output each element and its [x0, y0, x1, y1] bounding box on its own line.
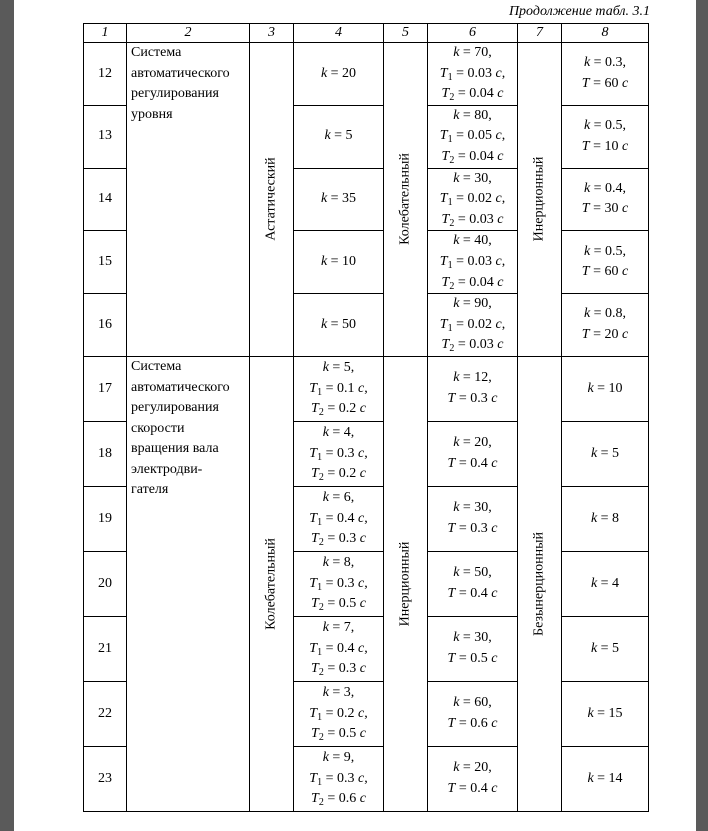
vertical-type-label: Астатический	[263, 157, 279, 242]
row-number: 19	[84, 486, 127, 551]
header-cell: 1	[84, 24, 127, 43]
value-cell	[428, 43, 518, 106]
row-number: 15	[84, 231, 127, 294]
value-line: $T_1 = 0.05$ с,	[439, 128, 506, 146]
row-number: 14	[84, 168, 127, 231]
value-line: k = 20,	[453, 760, 492, 776]
value-line: $T_1 = 0.3$ с,	[309, 445, 368, 463]
value-line: k = 3,	[322, 685, 355, 701]
vertical-type-cell	[384, 356, 428, 811]
value-cell	[428, 356, 518, 421]
value-line: $T_1 = 0.1$ с,	[309, 380, 368, 398]
value-line: T = 60 с	[581, 264, 629, 280]
vertical-type-label: Инерционный	[531, 157, 547, 242]
value-line: k = 4,	[322, 425, 355, 441]
value-cell	[428, 746, 518, 811]
row-number: 16	[84, 294, 127, 357]
vertical-type-label: Колебательный	[397, 153, 413, 246]
value-cell	[562, 421, 649, 486]
header-cell: 8	[562, 24, 649, 43]
row-number: 13	[84, 105, 127, 168]
system-name-cell	[127, 43, 250, 357]
header-cell: 6	[428, 24, 518, 43]
value-line: $T_2 = 0.03$ с	[441, 337, 504, 355]
value-cell	[294, 294, 384, 357]
header-cell: 7	[518, 24, 562, 43]
value-line: k = 9,	[322, 750, 355, 766]
value-line: k = 70,	[453, 45, 492, 60]
value-cell	[294, 421, 384, 486]
vertical-type-cell	[250, 356, 294, 811]
value-line: $T_1 = 0.03$ с,	[439, 65, 506, 83]
value-line: $T_2 = 0.03$ с	[441, 211, 504, 229]
value-line: k = 0.4,	[583, 180, 627, 196]
value-line: T = 10 с	[581, 138, 629, 154]
system-name-cell	[127, 356, 250, 811]
value-cell	[428, 616, 518, 681]
value-cell	[294, 616, 384, 681]
value-line: k = 12,	[453, 370, 492, 386]
row-number: 21	[84, 616, 127, 681]
value-line: $T_1 = 0.3$ с,	[309, 575, 368, 593]
value-line: T = 60 с	[581, 75, 629, 91]
value-cell	[562, 231, 649, 294]
value-line: T = 0.4 с	[447, 455, 498, 471]
value-cell	[428, 105, 518, 168]
table-row	[84, 356, 649, 421]
value-line: T = 0.6 с	[447, 715, 498, 731]
value-line: $T_1 = 0.03$ с,	[439, 253, 506, 271]
value-cell	[562, 551, 649, 616]
document-page	[14, 0, 696, 831]
value-cell	[294, 105, 384, 168]
value-line: k = 7,	[322, 620, 355, 636]
value-line: k = 0.5,	[583, 243, 627, 259]
value-line: $T_1 = 0.2$ с,	[309, 705, 368, 723]
value-line: T = 0.3 с	[447, 520, 498, 536]
value-cell	[428, 681, 518, 746]
value-cell	[294, 43, 384, 106]
value-cell	[562, 43, 649, 106]
value-cell	[294, 746, 384, 811]
value-cell	[294, 231, 384, 294]
value-line: $T_2 = 0.04$ с	[441, 274, 504, 292]
value-line: k = 90,	[453, 296, 492, 312]
value-cell	[562, 746, 649, 811]
value-line: $T_2 = 0.2$ с	[311, 401, 366, 419]
value-line: k = 4	[590, 575, 620, 591]
value-line: $T_2 = 0.5$ с	[311, 596, 366, 614]
value-line: k = 5	[324, 128, 353, 144]
row-number: 22	[84, 681, 127, 746]
value-line: $T_2 = 0.04$ с	[441, 148, 504, 166]
value-line: k = 0.3,	[583, 55, 627, 71]
value-line: k = 20	[320, 65, 357, 81]
value-line: k = 30,	[453, 630, 492, 646]
row-number: 18	[84, 421, 127, 486]
value-cell	[562, 681, 649, 746]
variants-table	[83, 23, 649, 812]
value-cell	[562, 294, 649, 357]
system-name: Система автоматического регулирования скорости вращения вала электродви-гателя	[131, 358, 230, 498]
value-line: T = 20 с	[581, 327, 629, 343]
vertical-type-cell	[250, 43, 294, 357]
vertical-type-label: Колебательный	[263, 538, 279, 630]
header-cell: 4	[294, 24, 384, 43]
row-number: 20	[84, 551, 127, 616]
value-line: k = 0.8,	[583, 306, 627, 322]
value-cell	[294, 551, 384, 616]
value-line: k = 5,	[322, 360, 355, 376]
value-line: T = 0.5 с	[447, 650, 498, 666]
value-line: k = 30,	[453, 170, 492, 186]
value-line: k = 8	[590, 510, 620, 526]
value-line: k = 10	[320, 253, 357, 269]
vertical-type-cell	[518, 356, 562, 811]
value-line: $T_1 = 0.02$ с,	[439, 191, 506, 209]
value-cell	[428, 168, 518, 231]
value-line: $T_1 = 0.3$ с,	[309, 770, 368, 788]
row-number: 17	[84, 356, 127, 421]
value-line: k = 60,	[453, 695, 492, 711]
header-row	[84, 24, 649, 43]
value-line: k = 30,	[453, 500, 492, 516]
value-line: $T_1 = 0.02$ с,	[439, 316, 506, 334]
value-line: $T_2 = 0.04$ с	[441, 86, 504, 104]
system-name: Система автоматического регулирования уровня	[131, 45, 230, 122]
vertical-type-cell	[384, 43, 428, 357]
value-cell	[562, 486, 649, 551]
value-line: k = 10	[587, 380, 623, 396]
header-cell: 3	[250, 24, 294, 43]
value-cell	[428, 421, 518, 486]
value-line: $T_1 = 0.4$ с,	[309, 640, 368, 658]
value-cell	[428, 294, 518, 357]
value-line: k = 50	[320, 316, 357, 332]
header-cell: 5	[384, 24, 428, 43]
value-line: k = 50,	[453, 565, 492, 581]
value-line: k = 6,	[322, 490, 355, 506]
value-line: k = 20,	[453, 435, 492, 451]
value-line: k = 5	[590, 445, 620, 461]
value-line: T = 0.4 с	[447, 780, 498, 796]
value-line: T = 0.3 с	[447, 390, 498, 406]
value-line: $T_2 = 0.6$ с	[311, 791, 366, 809]
value-cell	[294, 168, 384, 231]
header-cell: 2	[127, 24, 250, 43]
value-line: $T_2 = 0.3$ с	[311, 531, 366, 549]
value-cell	[562, 105, 649, 168]
row-number: 23	[84, 746, 127, 811]
value-line: k = 5	[590, 640, 620, 656]
table-row	[84, 43, 649, 106]
vertical-type-label: Инерционный	[397, 541, 413, 627]
table-caption: Продолжение табл. 3.1	[508, 4, 650, 19]
value-cell	[562, 168, 649, 231]
value-line: k = 14	[587, 770, 623, 786]
value-line: k = 8,	[322, 555, 355, 571]
value-cell	[428, 231, 518, 294]
vertical-type-cell	[518, 43, 562, 357]
value-line: $T_2 = 0.3$ с	[311, 661, 366, 679]
row-number: 12	[84, 43, 127, 106]
value-line: k = 0.5,	[583, 118, 627, 134]
value-line: k = 40,	[453, 233, 492, 249]
value-line: $T_1 = 0.4$ с,	[309, 510, 368, 528]
value-cell	[294, 356, 384, 421]
value-cell	[562, 356, 649, 421]
value-line: k = 15	[587, 705, 623, 721]
value-line: T = 30 с	[581, 201, 629, 217]
value-cell	[428, 551, 518, 616]
value-line: k = 35	[320, 191, 357, 207]
value-cell	[428, 486, 518, 551]
value-line: $T_2 = 0.2$ с	[311, 466, 366, 484]
value-line: $T_2 = 0.5$ с	[311, 726, 366, 744]
value-line: T = 0.4 с	[447, 585, 498, 601]
vertical-type-label: Безынерционный	[531, 531, 547, 636]
value-cell	[294, 681, 384, 746]
value-line: k = 80,	[453, 107, 492, 123]
value-cell	[294, 486, 384, 551]
value-cell	[562, 616, 649, 681]
